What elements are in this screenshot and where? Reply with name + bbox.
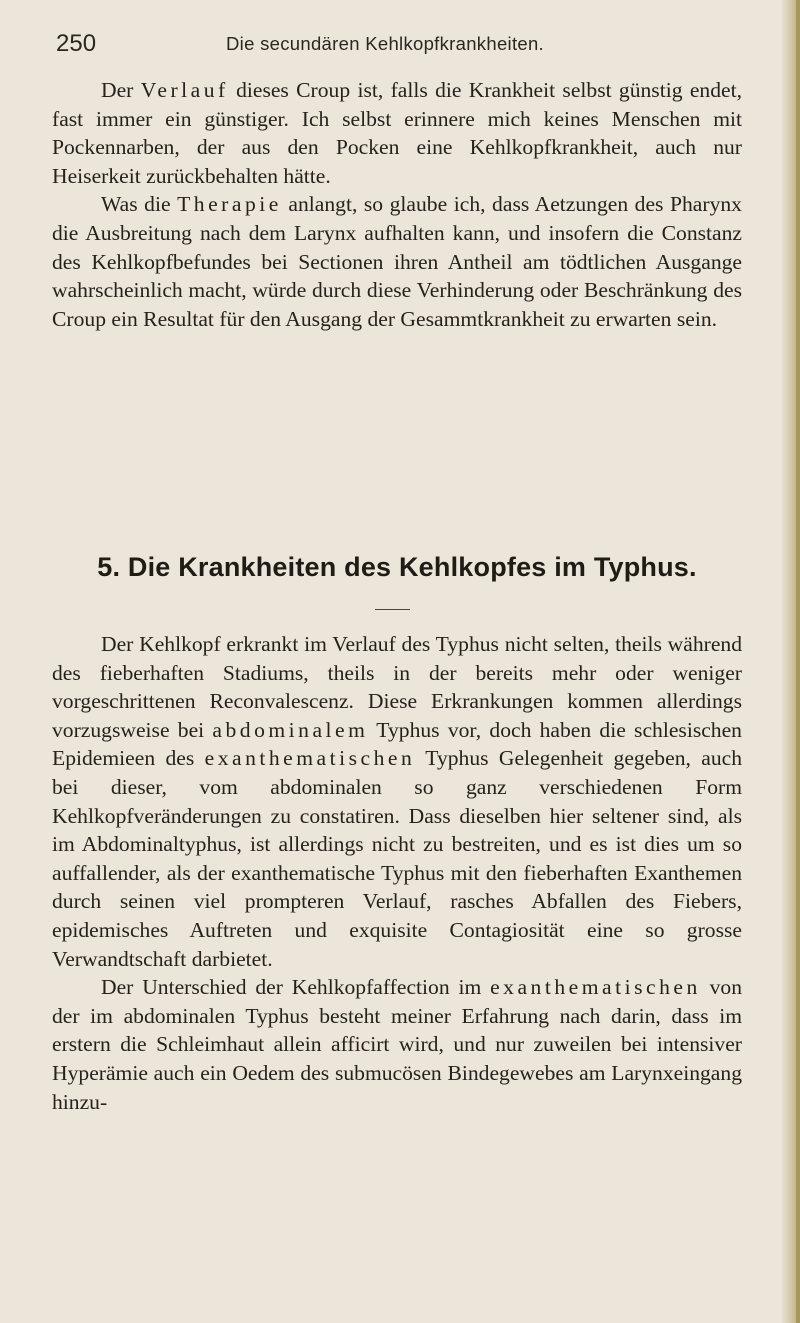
paragraph	[52, 973, 742, 1116]
section-heading: 5. Die Krankheiten des Kehlkopfes im Typhus.	[97, 552, 697, 582]
paragraph	[52, 630, 742, 973]
spaced-emphasis-text: exanthematischen	[204, 746, 416, 771]
paragraph-text: Was die	[101, 192, 178, 217]
page-edge-shadow	[796, 0, 800, 1323]
paragraph-text: Der Kehlkopf erkrankt im Verlauf des Typhus nicht selten, theils während des fieberhaften Stadiums, theils in der bereits mehr oder weniger vorgeschrittenen Reconvalescenz. Diese Erkrankungen kommen allerdings vorzugsweise bei	[52, 632, 742, 742]
spaced-emphasis-text: Therapie	[177, 192, 282, 217]
section-rule	[375, 609, 410, 610]
spaced-emphasis-text: Verlauf	[140, 78, 229, 102]
page-number: 250	[56, 30, 97, 57]
running-title: Die secundären Kehlkopfkrankheiten.	[226, 33, 544, 54]
spaced-emphasis-text: abdominalem	[212, 717, 369, 742]
text-block-top	[52, 76, 742, 333]
paragraph-text: anlangt, so glaube ich, dass Aetzungen des Pharynx die Ausbreitung nach dem Larynx aufhalten kann, und insofern die Constanz des Kehlkopfbefundes bei Sectionen ihren Antheil am tödtlichen Ausgange wahrscheinlich macht, würde durch diese Verhinderung oder Beschränkung des Croup ein Resultat für den Ausgang der Gesammtkrankheit zu erwarten sein.	[52, 192, 742, 331]
running-header	[44, 22, 744, 56]
paragraph-text: Der Unterschied der Kehlkopfaffection im	[101, 975, 491, 1000]
spaced-emphasis-text: exanthematischen	[490, 975, 701, 1000]
paragraph-text: Typhus Gelegenheit gegeben, auch bei dieser, vom abdominalen so ganz verschiedenen Form Kehlkopfveränderungen zu constatiren. Dass dieselben hier seltener sind, als im Abdominaltyphus, ist allerdings nicht zu bestreiten, und es ist dies um so auffallender, als der exanthematische Typhus mit den fieberhaften Exanthemen durch seinen viel prompteren Verlauf, rasches Abfallen des Fiebers, epidemisches Auftreten und exquisite Contagiosität eine so grosse Verwandtschaft darbietet.	[52, 746, 742, 971]
paragraph-text: Typhus vor, doch haben die schlesischen Epidemieen des	[52, 717, 742, 771]
paragraph	[52, 190, 742, 333]
paragraph-text: dieses Croup ist, falls die Krankheit selbst günstig endet, fast immer ein günstiger. Ich selbst erinnere mich keines Menschen mit Pockennarben, der aus den Pocken eine Kehlkopfkrankheit, auch nur Heiserkeit zurückbehalten hätte.	[52, 78, 742, 188]
paragraph-text: von der im abdominalen Typhus besteht meiner Erfahrung nach darin, dass im erstern die Schleimhaut allein afficirt wird, und nur zuweilen bei intensiver Hyperämie auch ein Oedem des submucösen Bindegewebes am Larynxeingang hinzu-	[52, 975, 742, 1114]
text-block-bottom	[52, 630, 742, 1116]
paragraph	[52, 76, 742, 190]
paragraph-text: Der	[101, 78, 141, 102]
